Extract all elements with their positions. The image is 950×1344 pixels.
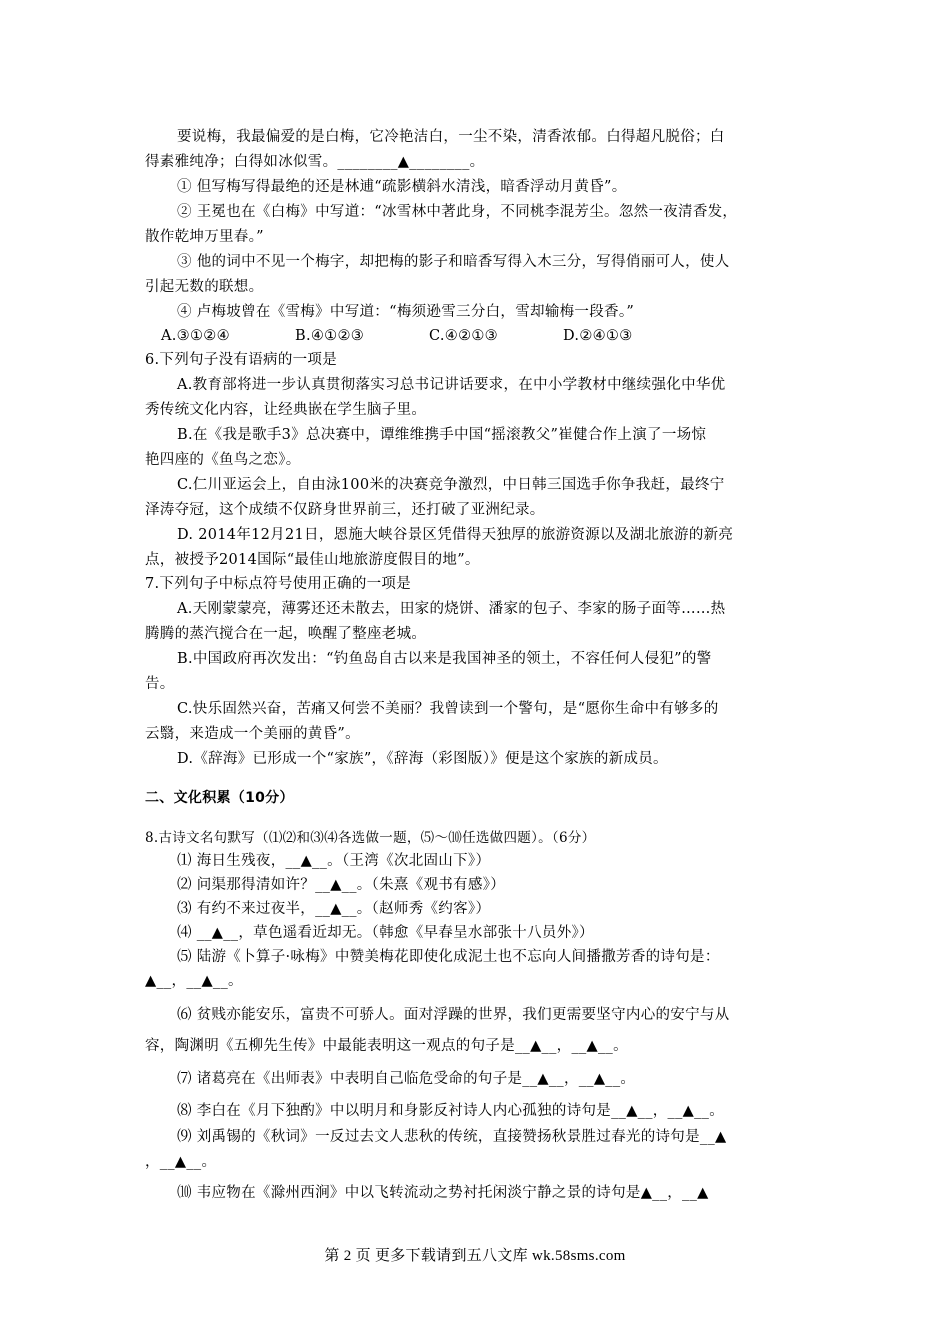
q8-item-5: ⑸ 陆游《卜算子·咏梅》中赞美梅花即使化成泥土也不忘向人间播撒芳香的诗句是： — [177, 949, 720, 965]
q6-option-c: C.仁川亚运会上，自由泳100米的决赛竞争激烈，中日韩三国选手你争我赶，最终宁 — [177, 477, 725, 493]
option-c: C.④②①③ — [429, 328, 498, 344]
q8-item-9: ⑼ 刘禹锡的《秋词》一反过去文人悲秋的传统，直接赞扬秋景胜过春光的诗句是__▲ — [177, 1129, 727, 1145]
q7-option-a-cont: 腾腾的蒸汽搅合在一起，唤醒了整座老城。 — [145, 626, 427, 642]
q6-option-a-cont: 秀传统文化内容，让经典嵌在学生脑子里。 — [145, 402, 427, 418]
q7-option-b-cont: 告。 — [145, 676, 175, 692]
q6-option-c-cont: 泽涛夺冠，这个成绩不仅跻身世界前三，还打破了亚洲纪录。 — [145, 502, 545, 518]
passage-option-4: ④ 卢梅坡曾在《雪梅》中写道：“梅须逊雪三分白，雪却输梅一段香。” — [177, 304, 635, 320]
q6-option-d-cont: 点，被授予2014国际“最佳山地旅游度假目的地”。 — [145, 552, 480, 568]
option-a: A.③①②④ — [161, 328, 230, 344]
passage-option-2: ② 王冕也在《白梅》中写道：“冰雪林中著此身，不同桃李混芳尘。忽然一夜清香发， — [177, 204, 738, 220]
section-heading: 二、文化积累（10分） — [145, 790, 294, 806]
q6-option-b: B.在《我是歌手3》总决赛中，谭维维携手中国“摇滚教父”崔健合作上演了一场惊 — [177, 427, 707, 443]
q6-option-a: A.教育部将进一步认真贯彻落实习总书记讲话要求，在中小学教材中继续强化中华优 — [177, 377, 726, 393]
q6-option-b-cont: 艳四座的《鱼鸟之恋》。 — [145, 452, 301, 468]
passage-option-1: ① 但写梅写得最绝的还是林逋“疏影横斜水清浅，暗香浮动月黄昏”。 — [177, 179, 627, 195]
q8-item-6-cont: 容，陶渊明《五柳先生传》中最能表明这一观点的句子是__▲__，__▲__。 — [145, 1038, 628, 1054]
option-b: B.④①②③ — [295, 328, 365, 344]
page-footer: 第 2 页 更多下载请到五八文库 wk.58sms.com — [324, 1248, 626, 1264]
option-d: D.②④①③ — [563, 328, 633, 344]
passage-line: 得素雅纯净；白得如冰似雪。________▲________。 — [145, 154, 485, 170]
passage-option-3: ③ 他的词中不见一个梅字，却把梅的影子和暗香写得入木三分，写得俏丽可人，使人 — [177, 254, 730, 270]
q7-option-c: C.快乐固然兴奋，苦痛又何尝不美丽？我曾读到一个警句，是“愿你生命中有够多的 — [177, 701, 719, 717]
answer-options — [161, 325, 633, 347]
q8-item-2: ⑵ 问渠那得清如许？__▲__。（朱熹《观书有感》） — [177, 877, 506, 893]
q8-item-4: ⑷ __▲__，草色遥看近却无。（韩愈《早春呈水部张十八员外》） — [177, 925, 594, 941]
q8-item-9-cont: ，__▲__。 — [145, 1154, 217, 1170]
q7-option-d: D.《辞海》已形成一个“家族”，《辞海（彩图版）》便是这个家族的新成员。 — [177, 751, 668, 767]
question-6-stem: 6.下列句子没有语病的一项是 — [145, 352, 338, 368]
q8-item-6: ⑹ 贫贱亦能安乐，富贵不可骄人。面对浮躁的世界，我们更需要坚守内心的安宁与从 — [177, 1007, 730, 1023]
q8-item-8: ⑻ 李白在《月下独酌》中以明月和身影反衬诗人内心孤独的诗句是__▲__，__▲__。 — [177, 1103, 725, 1119]
q8-item-1: ⑴ 海日生残夜，__▲__。（王湾《次北固山下》） — [177, 853, 491, 869]
q7-option-c-cont: 云翳，来造成一个美丽的黄昏”。 — [145, 726, 360, 742]
q8-item-7: ⑺ 诸葛亮在《出师表》中表明自己临危受命的句子是__▲__，__▲__。 — [177, 1071, 636, 1087]
q7-option-b: B.中国政府再次发出：“钓鱼岛自古以来是我国神圣的领土，不容任何人侵犯”的警 — [177, 651, 712, 667]
q6-option-d: D. 2014年12月21日，恩施大峡谷景区凭借得天独厚的旅游资源以及湖北旅游的新亮 — [177, 527, 734, 543]
q7-option-a: A.天刚蒙蒙亮，薄雾还还未散去，田家的烧饼、潘家的包子、李家的肠子面等……热 — [177, 601, 726, 617]
question-8-stem: 8.古诗文名句默写（⑴⑵和⑶⑷各选做一题，⑸～⑽任选做四题）。（6分） — [145, 830, 596, 846]
passage-line: 要说梅，我最偏爱的是白梅，它冷艳洁白，一尘不染，清香浓郁。白得超凡脱俗；白 — [177, 129, 725, 145]
q8-item-3: ⑶ 有约不来过夜半，__▲__。（赵师秀《约客》） — [177, 901, 491, 917]
question-7-stem: 7.下列句子中标点符号使用正确的一项是 — [145, 576, 412, 592]
q8-item-5-cont: ▲__，__▲__。 — [145, 973, 243, 989]
passage-line: 散作乾坤万里春。” — [145, 229, 264, 245]
passage-line: 引起无数的联想。 — [145, 279, 264, 295]
q8-item-10: ⑽ 韦应物在《滁州西涧》中以飞转流动之势衬托闲淡宁静之景的诗句是▲__，__▲ — [177, 1185, 709, 1201]
